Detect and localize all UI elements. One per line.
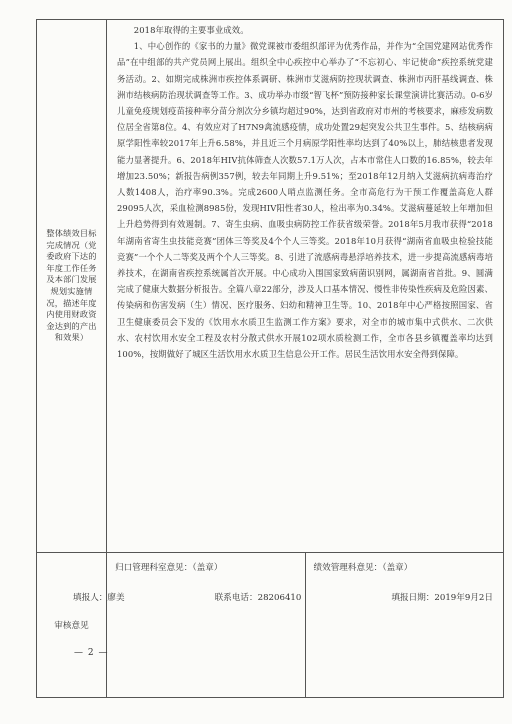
contact-phone: 联系电话：28206410 (214, 593, 302, 603)
review-row (37, 553, 504, 698)
row-label: 整体绩效目标完成情况（党委政府下达的年度工作任务及本部门发展规划实施情况，描述年度内使用财政资金达到的产出和效果） (37, 20, 107, 553)
content-body: 1、中心创作的《家书的力量》微党课被市委组织部评为优秀作品，并作为“全国党建网站优秀作品”在中组部的共产党员网上展出。组织全中心疾控中心举办了“不忘初心、牢记使命”疾控系统党建务活动。2、如期完成株洲市疾控体系调研、株洲市艾滋病防控现状调查、株洲市丙肝基线调查、株洲市结核病防治现状调查等工作。3、成功举办市级“智飞杯”预防接种家长课堂演讲比赛活动。0-6岁儿童免疫规划疫苗接种率分苗分剂次分乡镇均超过90%，达到省政府对市州的考核要求，麻疹发病数位居全省第8位。4、有效应对了H7N9禽流感疫情，成功处置29起突发公共卫生事件。5、结核病病原学阳性率较2017年上升6.58%，并且近三个月病原学阳性率均达到了40%以上，肺结核患者发现能力显著提升。6、2018年HIV抗体筛查人次数57.1万人次，占本市常住人口数的16.85%，较去年增加23.50%；新报告病例357例，较去年同期上升9.51%；至2018年12月纳入艾滋病抗病毒治疗人数1408人，治疗率90.3%。完成2600人哨点监测任务。全市高危行为干预工作覆盖高危人群29095人次，采血检测8985份，发现HIV阳性者30人，检出率为0.34%。艾滋病蔓延较上年增加但上升趋势得到有效遏制。7、寄生虫病、血吸虫病防控工作获省级荣誉。2018年5月我市获得“2018年湖南省寄生虫技能竞赛”团体三等奖及4个个人三等奖。2018年10月获得“湖南省血吸虫检验技能竞赛”一个个人二等奖及两个个人三等奖。8、引进了流感病毒悬浮培养技术，进一步提高流感病毒培养技术，在湖南省疾控系统属首次开展。中心成功入围国家致病菌识别网，属湖南省首批。9、圆满完成了健康大数据分析报告。全篇八章22部分，涉及人口基本情况、慢性非传染性疾病及危险因素、传染病和伤害发病（生）情况、医疗服务、妇幼和精神卫生等。10、2018年中心严格按照国家、省卫生健康委员会下发的《饮用水水质卫生监测工作方案》要求，对全市的城市集中式供水、二次供水、农村饮用水安全工程及农村分散式供水开展102项水质检测工作，全市各县乡镇覆盖率均达到100%，按期做好了城区生活饮用水水质卫生信息公开工作。居民生活饮用水安全得到保障。 (117, 41, 493, 360)
review-cell (107, 553, 504, 698)
filler-name: 填报人：廖美 (73, 593, 125, 603)
performance-content (107, 20, 504, 553)
review-left-opinion: 归口管理科室意见：（盖章） (115, 563, 223, 573)
content-title: 2018年取得的主要事业成效。 (133, 25, 249, 35)
page-number: — 2 — (74, 648, 109, 658)
fill-date: 填报日期：2019年9月2日 (391, 593, 493, 603)
review-label: 审核意见 (37, 553, 107, 698)
review-right-opinion: 绩效管理科意见：（盖章） (305, 553, 504, 697)
performance-row (37, 20, 504, 553)
form-footer (73, 591, 493, 603)
